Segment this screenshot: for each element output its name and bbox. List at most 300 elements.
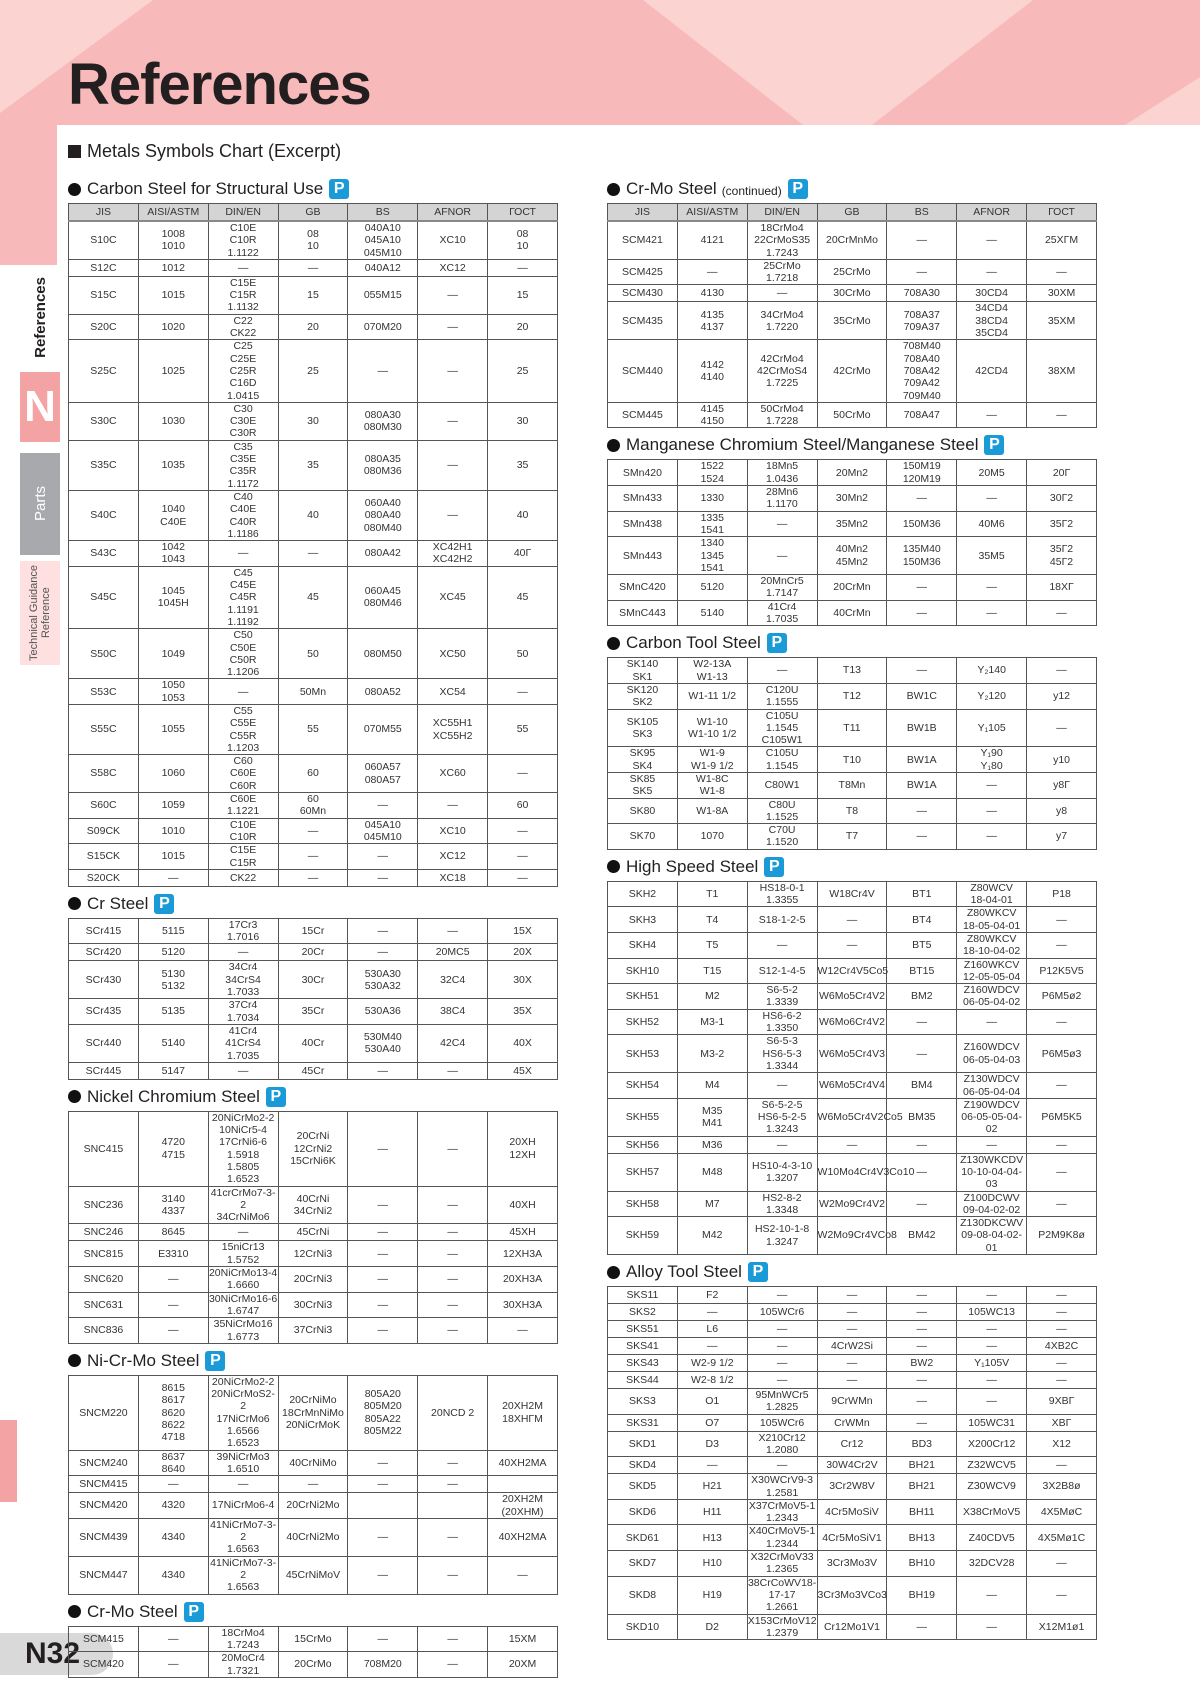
table-cell: —: [747, 1321, 817, 1338]
manganese-chromium-steel-manganese-steel-table: [607, 459, 1097, 626]
table-row: [608, 658, 1097, 684]
table-cell: —: [1027, 1355, 1097, 1372]
table-cell: 080A35 080M36: [348, 440, 418, 490]
table-cell: 1522 1524: [677, 460, 747, 486]
table-cell: 1015: [138, 276, 208, 314]
table-cell: —: [418, 1267, 488, 1293]
table-cell: —: [1027, 1457, 1097, 1474]
table-cell: SCM440: [608, 340, 678, 402]
table-cell: Z80WKCV 18-05-04-01: [957, 907, 1027, 933]
table-cell: 4121: [677, 221, 747, 259]
header-side-strip: [0, 125, 57, 265]
table-cell: W6Mo5Cr4V3: [817, 1035, 887, 1073]
table-cell: —: [208, 1476, 278, 1493]
table-cell: 17NiCrMo6-4: [208, 1493, 278, 1519]
table-cell: —: [138, 1267, 208, 1293]
table-cell: —: [957, 402, 1027, 428]
table-cell: X40CrMoV5-1 1.2344: [748, 1525, 816, 1550]
table-row: [608, 1355, 1097, 1372]
table-cell: H10: [677, 1551, 747, 1577]
table-cell: 3Cr3Mo3V: [817, 1551, 887, 1577]
table-cell: BH21: [887, 1474, 957, 1500]
table-cell: 35: [278, 440, 348, 490]
table-cell: 37CrNi3: [278, 1318, 348, 1344]
table-cell: C40 C40E C40R 1.1186: [208, 490, 278, 540]
carbon-steel-for-structural-use-heading: [68, 178, 558, 200]
table-cell: —: [418, 1186, 488, 1224]
table-cell: SKS2: [608, 1304, 678, 1321]
table-cell: 15XM: [488, 1626, 558, 1652]
table-cell: BM35: [887, 1098, 957, 1136]
table-cell: —: [1027, 402, 1097, 428]
table-cell: S6-5-2-5 HS6-5-2-5 1.3243: [747, 1098, 817, 1136]
table-row: [608, 709, 1097, 747]
table-cell: 40: [278, 490, 348, 540]
table-cell: Cr12Mo1V1: [817, 1614, 887, 1640]
table-cell: 3Cr2W8V: [817, 1474, 887, 1500]
table-cell: W10Mo4Cr4V3Co10: [817, 1153, 887, 1191]
table-cell: C55 C55E C55R 1.1203: [208, 704, 278, 754]
table-row: [69, 629, 558, 679]
table-cell: 30W4Cr2V: [817, 1457, 887, 1474]
table-row: [69, 1318, 558, 1344]
table-row: [608, 1098, 1097, 1136]
table-cell: M7: [677, 1191, 747, 1217]
table-cell: W6Mo5Cr4V2Co5: [817, 1098, 887, 1136]
table-cell: 708A30: [887, 285, 957, 302]
table-cell: 95MnWCr5 1.2825: [747, 1389, 817, 1415]
table-cell: SKS44: [608, 1372, 678, 1389]
table-cell: 30: [488, 402, 558, 440]
table-cell: SNC246: [69, 1224, 139, 1241]
table-row: [69, 1476, 558, 1493]
table-cell: SNC631: [69, 1292, 139, 1318]
table-cell: 60: [278, 755, 348, 793]
table-row: [608, 772, 1097, 798]
table-cell: O1: [677, 1389, 747, 1415]
table-cell: S25C: [69, 340, 139, 402]
table-cell: SK70: [608, 824, 678, 850]
table-cell: SKH51: [608, 984, 678, 1010]
table-cell: —: [887, 658, 957, 684]
table-cell: BM2: [887, 984, 957, 1010]
table-cell: P6M5ø2: [1027, 984, 1097, 1010]
table-cell: Z40CDV5: [957, 1525, 1027, 1551]
column-header-afnor: AFNOR: [957, 204, 1027, 222]
table-cell: —: [747, 511, 817, 537]
table-cell: BW1A: [887, 747, 957, 773]
table-row: [69, 961, 558, 999]
table-cell: S58C: [69, 755, 139, 793]
table-row: [608, 1321, 1097, 1338]
table-cell: 4145 4150: [677, 402, 747, 428]
table-cell: S12-1-4-5: [747, 958, 817, 984]
table-cell: —: [957, 600, 1027, 626]
table-cell: SNCM420: [69, 1493, 139, 1519]
table-row: [69, 793, 558, 819]
table-cell: Y₁90 Y₁80: [957, 747, 1027, 773]
table-cell: 15: [278, 276, 348, 314]
table-cell: 45XH: [488, 1224, 558, 1241]
table-cell: 40XH2MA: [488, 1518, 558, 1556]
table-row: [69, 918, 558, 944]
section-title: Ni-Cr-Mo Steel: [87, 1350, 200, 1370]
table-cell: —: [488, 1318, 558, 1344]
table-cell: Z130WKCDV 10-10-04-04-03: [957, 1153, 1027, 1191]
table-cell: 5140: [677, 600, 747, 626]
table-row: [608, 285, 1097, 302]
table-cell: X200Cr12: [957, 1431, 1027, 1457]
table-cell: BH10: [887, 1551, 957, 1577]
table-cell: —: [1027, 709, 1097, 747]
table-cell: 40XH: [488, 1186, 558, 1224]
table-cell: —: [138, 1318, 208, 1344]
table-cell: —: [957, 486, 1027, 512]
table-cell: SKD6: [608, 1499, 678, 1525]
bullet-icon: [607, 860, 620, 873]
table-cell: C25 C25E C25R C16D 1.0415: [208, 340, 278, 402]
table-cell: 040A12: [348, 259, 418, 276]
table-cell: CK22: [208, 869, 278, 886]
table-row: [69, 1375, 558, 1450]
carbon-tool-steel-heading: [607, 632, 1097, 654]
column-header-: ГОСТ: [1027, 204, 1097, 222]
table-cell: —: [278, 1476, 348, 1493]
table-cell: 25: [488, 340, 558, 402]
table-cell: —: [418, 490, 488, 540]
table-cell: W6Mo5Cr4V4: [817, 1073, 887, 1099]
table-cell: XBГ: [1027, 1414, 1097, 1431]
table-row: [608, 259, 1097, 285]
table-row: [608, 1525, 1097, 1551]
table-row: [608, 1389, 1097, 1415]
table-cell: —: [418, 1062, 488, 1079]
table-cell: —: [208, 1224, 278, 1241]
table-cell: 15X: [488, 918, 558, 944]
table-cell: 30Mn2: [817, 486, 887, 512]
table-cell: 040A10 045A10 045M10: [348, 221, 418, 259]
table-cell: XC12: [418, 259, 488, 276]
table-row: [69, 1224, 558, 1241]
table-cell: S20CK: [69, 869, 139, 886]
table-row: [608, 1304, 1097, 1321]
table-cell: BH19: [887, 1576, 957, 1614]
table-row: [608, 932, 1097, 958]
table-cell: 55: [488, 704, 558, 754]
table-cell: 41Cr4 1.7035: [747, 600, 817, 626]
p-badge-icon: P: [767, 633, 787, 653]
table-cell: —: [1027, 1551, 1097, 1577]
table-cell: —: [208, 541, 278, 567]
table-row: [608, 984, 1097, 1010]
table-row: [69, 1652, 558, 1678]
table-cell: —: [817, 1355, 887, 1372]
table-cell: —: [488, 259, 558, 276]
table-cell: BT5: [887, 932, 957, 958]
table-row: [69, 314, 558, 340]
table-cell: 30CrNi3: [278, 1292, 348, 1318]
table-cell: —: [887, 1614, 957, 1640]
table-cell: 9XBГ: [1027, 1389, 1097, 1415]
table-cell: —: [418, 314, 488, 340]
table-row: [69, 1186, 558, 1224]
table-cell: 105WC13: [957, 1304, 1027, 1321]
table-cell: —: [418, 1318, 488, 1344]
table-cell: 20XH2M (20XHM): [488, 1493, 558, 1519]
table-cell: —: [1027, 600, 1097, 626]
table-cell: S09CK: [69, 818, 139, 844]
table-cell: C15E C15R 1.1132: [208, 276, 278, 314]
table-cell: —: [418, 1224, 488, 1241]
table-cell: CrWMn: [817, 1414, 887, 1431]
table-cell: SCr435: [69, 999, 139, 1025]
table-cell: C105U 1.1545 C105W1: [747, 709, 817, 747]
table-cell: SMnC443: [608, 600, 678, 626]
table-cell: —: [418, 1111, 488, 1186]
table-cell: SKH3: [608, 907, 678, 933]
table-cell: —: [488, 844, 558, 870]
table-cell: 38CrCoWV18-17-17 1.2661: [747, 1576, 817, 1614]
table-cell: T7: [817, 824, 887, 850]
table-cell: SKH56: [608, 1136, 678, 1153]
table-cell: 12CrNi3: [278, 1241, 348, 1267]
table-cell: XC12: [418, 844, 488, 870]
table-cell: —: [348, 1292, 418, 1318]
table-cell: 45CrNiMoV: [278, 1556, 348, 1594]
table-cell: 20MC5: [418, 944, 488, 961]
table-cell: 18CrMo4 22CrMoS35 1.7243: [747, 221, 817, 259]
table-cell: 41NiCrMo7-3-2 1.6563: [210, 1556, 277, 1594]
table-cell: T10: [817, 747, 887, 773]
table-cell: —: [1027, 1304, 1097, 1321]
table-cell: 17Cr3 1.7016: [208, 918, 278, 944]
table-cell: 1340 1345 1541: [677, 537, 747, 575]
table-cell: 20CrMnMo: [817, 221, 887, 259]
table-cell: SK80: [608, 798, 678, 824]
table-row: [69, 1111, 558, 1186]
table-cell: XC42H1 XC42H2: [418, 541, 488, 567]
table-cell: —: [1027, 1153, 1097, 1191]
table-row: [608, 747, 1097, 773]
table-cell: —: [1027, 658, 1097, 684]
table-cell: XC18: [418, 869, 488, 886]
bullet-icon: [68, 1605, 81, 1618]
table-cell: C30 C30E C30R: [208, 402, 278, 440]
table-cell: —: [887, 1191, 957, 1217]
table-cell: C10E C10R: [208, 818, 278, 844]
table-row: [608, 1287, 1097, 1304]
table-cell: XC54: [418, 679, 488, 705]
table-cell: 12XH3A: [488, 1241, 558, 1267]
table-row: [69, 755, 558, 793]
table-cell: 1070: [677, 824, 747, 850]
table-cell: —: [887, 221, 957, 259]
table-cell: 20CrNiMo 18CrMnNiMo 20NiCrMoK: [278, 1375, 348, 1450]
table-cell: Z32WCV5: [957, 1457, 1027, 1474]
table-cell: 1042 1043: [138, 541, 208, 567]
table-row: [69, 869, 558, 886]
bullet-icon: [607, 637, 620, 650]
cr-mo-steel-heading: [68, 1601, 558, 1623]
bullet-icon: [607, 183, 620, 196]
table-cell: 42CD4: [957, 340, 1027, 402]
p-badge-icon: P: [184, 1602, 204, 1622]
table-cell: BW1C: [887, 683, 957, 709]
table-row: [69, 1493, 558, 1519]
side-accent-bar: [0, 1420, 17, 1502]
table-cell: —: [887, 798, 957, 824]
table-cell: Z130DKCWV 09-08-04-02-01: [957, 1217, 1027, 1255]
table-cell: W1-10 W1-10 1/2: [677, 709, 747, 747]
table-cell: 15CrMo: [278, 1626, 348, 1652]
table-cell: F2: [677, 1287, 747, 1304]
table-cell: 708M40 708A40 708A42 709A42 709M40: [887, 340, 957, 402]
table-cell: 4130: [677, 285, 747, 302]
table-cell: 35Mn2: [817, 511, 887, 537]
column-header-jis: JIS: [608, 204, 678, 222]
bullet-icon: [607, 1266, 620, 1279]
table-cell: 5130 5132: [138, 961, 208, 999]
ni-cr-mo-steel-table: [68, 1375, 558, 1595]
section-title: Manganese Chromium Steel/Manganese Steel: [626, 435, 979, 455]
table-cell: W1-9 W1-9 1/2: [677, 747, 747, 773]
table-cell: [348, 1493, 418, 1519]
table-cell: —: [677, 1338, 747, 1355]
table-cell: Z160WDCV 06-05-04-03: [957, 1035, 1027, 1073]
table-cell: SMn420: [608, 460, 678, 486]
p-badge-icon: P: [748, 1262, 768, 1282]
table-cell: 150M36: [887, 511, 957, 537]
table-cell: y8Г: [1027, 772, 1097, 798]
column-header-bs: BS: [887, 204, 957, 222]
table-cell: SKH53: [608, 1035, 678, 1073]
table-cell: S40C: [69, 490, 139, 540]
table-cell: —: [208, 944, 278, 961]
table-cell: SKH55: [608, 1098, 678, 1136]
table-cell: C80W1: [747, 772, 817, 798]
table-cell: XC60: [418, 755, 488, 793]
table-row: [608, 881, 1097, 907]
table-cell: SNCM220: [69, 1375, 139, 1450]
cr-steel-heading: [68, 893, 558, 915]
table-row: [69, 1241, 558, 1267]
alloy-tool-steel-table: [607, 1286, 1097, 1640]
table-cell: —: [1027, 1191, 1097, 1217]
table-cell: S15C: [69, 276, 139, 314]
section-title: Nickel Chromium Steel: [87, 1086, 260, 1106]
table-cell: —: [278, 541, 348, 567]
table-cell: 50Mn: [278, 679, 348, 705]
table-cell: —: [1027, 1287, 1097, 1304]
bullet-icon: [68, 897, 81, 910]
high-speed-steel-heading: [607, 856, 1097, 878]
table-cell: —: [957, 1576, 1027, 1614]
table-cell: —: [817, 1372, 887, 1389]
table-cell: —: [957, 772, 1027, 798]
table-cell: 20Mn2: [817, 460, 887, 486]
side-tab-n[interactable]: [20, 372, 60, 442]
table-cell: SNCM415: [69, 1476, 139, 1493]
table-cell: H21: [677, 1474, 747, 1500]
table-cell: SNC620: [69, 1267, 139, 1293]
table-cell: —: [887, 1389, 957, 1415]
table-row: [69, 1267, 558, 1293]
table-cell: SCr430: [69, 961, 139, 999]
table-cell: —: [418, 276, 488, 314]
table-cell: 20: [278, 314, 348, 340]
table-cell: y7: [1027, 824, 1097, 850]
table-cell: C45 C45E C45R 1.1191 1.1192: [208, 566, 278, 628]
table-cell: X38CrMoV5: [957, 1499, 1027, 1525]
table-cell: HS18-0-1 1.3355: [747, 881, 817, 907]
table-cell: 8637 8640: [138, 1450, 208, 1476]
table-cell: Z80WKCV 18-10-04-02: [957, 932, 1027, 958]
table-cell: —: [348, 793, 418, 819]
table-cell: —: [418, 402, 488, 440]
table-row: [69, 276, 558, 314]
table-cell: S12C: [69, 259, 139, 276]
table-cell: —: [348, 1062, 418, 1079]
table-cell: —: [887, 1009, 957, 1035]
table-row: [608, 1217, 1097, 1255]
table-cell: —: [418, 1292, 488, 1318]
table-cell: 40M6: [957, 511, 1027, 537]
carbon-tool-steel-table: [607, 657, 1097, 849]
table-cell: M35 M41: [677, 1098, 747, 1136]
side-tab-references[interactable]: [20, 272, 60, 362]
table-cell: 3X2B8ø: [1027, 1474, 1097, 1500]
column-header-gb: GB: [817, 204, 887, 222]
table-cell: —: [348, 1318, 418, 1344]
table-cell: S6-5-3 HS6-5-3 1.3344: [747, 1035, 817, 1073]
table-cell: 40CrMn: [817, 600, 887, 626]
table-cell: 60 60Mn: [278, 793, 348, 819]
side-tab-technical-guidance[interactable]: [20, 561, 60, 665]
table-cell: SNCM447: [69, 1556, 139, 1594]
table-cell: 55: [278, 704, 348, 754]
table-cell: 35X: [488, 999, 558, 1025]
table-cell: 41NiCrMo7-3-2 1.6563: [210, 1518, 277, 1556]
table-row: [608, 302, 1097, 340]
table-header-row: [69, 204, 558, 222]
table-cell: SKD5: [608, 1474, 678, 1500]
table-cell: 18Mn5 1.0436: [747, 460, 817, 486]
table-cell: SK85 SK5: [608, 772, 678, 798]
table-cell: —: [208, 259, 278, 276]
table-cell: 20MnCr5 1.7147: [747, 575, 817, 601]
table-cell: BH13: [887, 1525, 957, 1551]
table-cell: S18-1-2-5: [747, 907, 817, 933]
table-cell: BD3: [887, 1431, 957, 1457]
table-cell: —: [418, 1626, 488, 1652]
table-cell: SKD1: [608, 1431, 678, 1457]
table-row: [69, 259, 558, 276]
bullet-icon: [68, 1090, 81, 1103]
table-cell: W2Mo9Cr4VCo8: [817, 1217, 887, 1255]
table-cell: XC10: [418, 818, 488, 844]
table-cell: C35 C35E C35R 1.1172: [208, 440, 278, 490]
p-badge-icon: P: [329, 179, 349, 199]
table-cell: BT1: [887, 881, 957, 907]
table-cell: 40CrNi2Mo: [278, 1518, 348, 1556]
table-cell: 4X5Mø1C: [1027, 1525, 1097, 1551]
table-cell: 1335 1541: [677, 511, 747, 537]
table-cell: 4Cr5MoSiV: [817, 1499, 887, 1525]
table-cell: 40Cr: [278, 1024, 348, 1062]
table-cell: —: [418, 440, 488, 490]
side-tab-parts[interactable]: [20, 453, 60, 555]
column-header-gb: GB: [278, 204, 348, 222]
